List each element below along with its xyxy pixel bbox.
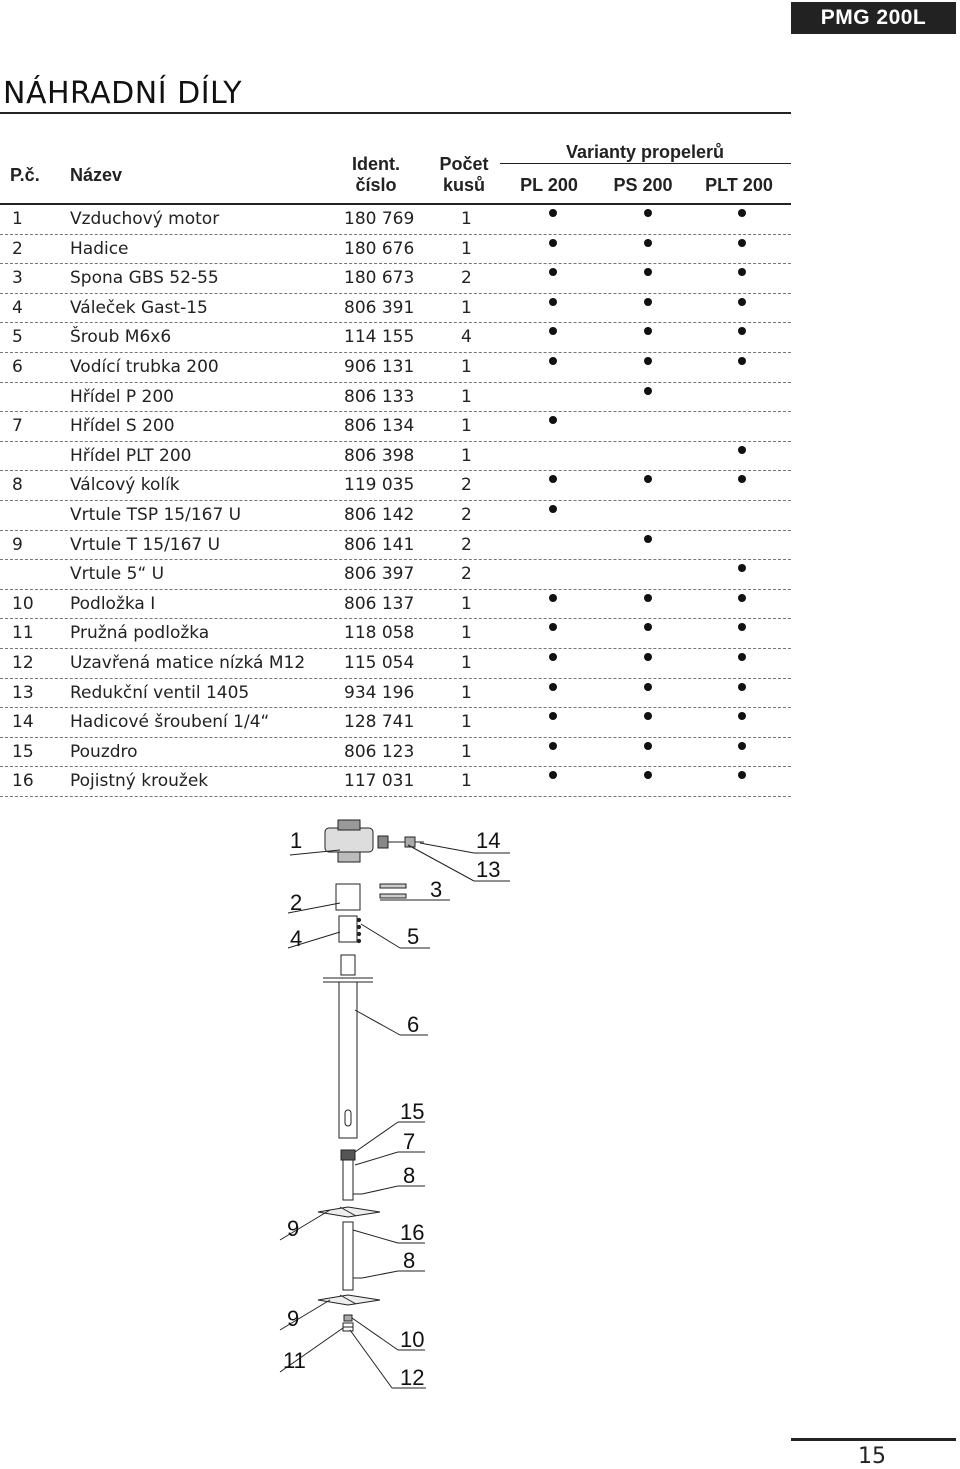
ident-number: 117 031: [344, 771, 415, 792]
ident-number: 806 391: [344, 297, 415, 318]
variant-ps-dot: [644, 771, 652, 779]
variant-ps-dot: [644, 327, 652, 335]
ident-number: 806 397: [344, 564, 415, 585]
row-number: 2: [12, 238, 23, 259]
exploded-diagram: [0, 800, 960, 1400]
table-row: [0, 766, 791, 797]
row-number: 14: [12, 712, 34, 733]
part-name: Váleček Gast-15: [70, 297, 208, 318]
variant-plt-dot: [738, 239, 746, 247]
ident-number: 128 741: [344, 712, 415, 733]
table-row: [0, 530, 791, 561]
table-row: [0, 648, 791, 679]
ident-number: 180 676: [344, 238, 415, 259]
part-name: Uzavřená matice nízká M12: [70, 653, 306, 673]
table-row: [0, 411, 791, 442]
diagram-label-15: 15: [400, 1099, 425, 1124]
ident-number: 806 398: [344, 445, 415, 466]
quantity: 2: [461, 505, 472, 525]
variant-ps-dot: [644, 594, 652, 602]
part-name: Válcový kolík: [70, 475, 180, 496]
quantity: 1: [461, 416, 472, 437]
quantity: 1: [461, 623, 472, 644]
variant-ps-dot: [644, 239, 652, 247]
quantity: 1: [461, 593, 472, 614]
row-number: 8: [12, 475, 23, 496]
quantity: 1: [461, 771, 472, 792]
header-qty-line2: kusů: [442, 175, 485, 195]
quantity: 1: [461, 712, 472, 733]
page-number: 15: [858, 1444, 886, 1469]
diagram-label-3: 3: [430, 877, 443, 902]
ident-number: 906 131: [344, 357, 415, 377]
diagram-label-8a: 8: [403, 1163, 416, 1188]
row-number: 16: [12, 771, 34, 792]
variant-plt-dot: [738, 712, 746, 720]
table-row: [0, 293, 791, 324]
row-number: 10: [12, 593, 34, 614]
header-qty-line1: Počet: [439, 154, 489, 174]
table-row: [0, 707, 791, 738]
header-pc: P.č.: [10, 165, 40, 185]
variant-plt-dot: [738, 594, 746, 602]
table-row: [0, 589, 791, 620]
table-row: [0, 382, 791, 413]
variant-ps-dot: [644, 623, 652, 631]
variant-plt-dot: [738, 298, 746, 306]
variants-rule: [500, 163, 791, 164]
quantity: 2: [461, 475, 472, 496]
diagram-label-14: 14: [476, 828, 501, 853]
quantity: 1: [461, 653, 472, 673]
part-name: Hadice: [70, 238, 129, 259]
diagram-label-9b: 9: [287, 1306, 300, 1331]
ident-number: 180 769: [344, 209, 415, 229]
variant-ps-dot: [644, 298, 652, 306]
variant-pl-dot: [549, 475, 557, 483]
variant-pl-dot: [549, 209, 557, 217]
part-name: Vrtule TSP 15/167 U: [70, 505, 242, 525]
row-number: 1: [12, 209, 23, 229]
variant-ps-dot: [644, 357, 652, 365]
variant-plt-dot: [738, 446, 746, 454]
part-name: Hřídel P 200: [70, 386, 174, 407]
variant-plt-dot: [738, 653, 746, 661]
header-name: Název: [70, 165, 123, 185]
ident-number: 180 673: [344, 268, 415, 289]
ident-number: 114 155: [344, 327, 415, 348]
row-number: 5: [12, 327, 23, 348]
quantity: 2: [461, 268, 472, 289]
ident-number: 806 123: [344, 741, 415, 762]
variant-ps-dot: [644, 387, 652, 395]
header-variants: Varianty propelerů: [565, 142, 725, 162]
variant-pl-dot: [549, 742, 557, 750]
part-name: Hadicové šroubení 1/4“: [70, 712, 270, 733]
variant-plt-dot: [738, 623, 746, 631]
part-name: Pružná podložka: [70, 623, 210, 644]
variant-plt-dot: [738, 268, 746, 276]
row-number: 13: [12, 682, 34, 703]
variant-pl-dot: [549, 594, 557, 602]
diagram-label-10: 10: [400, 1327, 425, 1352]
table-row: [0, 737, 791, 768]
variant-pl-dot: [549, 239, 557, 247]
diagram-label-5: 5: [407, 924, 420, 949]
variant-ps-dot: [644, 268, 652, 276]
quantity: 1: [461, 238, 472, 259]
footer-rule: [791, 1438, 956, 1441]
quantity: 2: [461, 564, 472, 585]
diagram-label-8b: 8: [403, 1248, 416, 1273]
header-variant-plt: PLT 200: [705, 175, 773, 195]
quantity: 1: [461, 297, 472, 318]
quantity: 2: [461, 534, 472, 555]
ident-number: 115 054: [344, 653, 415, 673]
ident-number: 806 142: [344, 505, 415, 525]
variant-plt-dot: [738, 564, 746, 572]
variant-pl-dot: [549, 298, 557, 306]
row-number: 6: [12, 357, 23, 377]
row-number: 12: [12, 653, 34, 673]
variant-pl-dot: [549, 357, 557, 365]
table-row: [0, 559, 791, 590]
ident-number: 806 133: [344, 386, 415, 407]
part-name: Vrtule 5“ U: [70, 564, 165, 585]
title-divider: [0, 112, 791, 114]
header-ident: [340, 154, 412, 196]
variant-pl-dot: [549, 653, 557, 661]
variant-ps-dot: [644, 209, 652, 217]
table-row: [0, 322, 791, 353]
row-number: 15: [12, 741, 34, 762]
part-name: Vodící trubka 200: [70, 357, 219, 377]
header-qty: [432, 154, 496, 196]
variant-pl-dot: [549, 683, 557, 691]
table-row: [0, 352, 791, 383]
part-name: Podložka I: [70, 593, 156, 614]
row-number: 3: [12, 268, 23, 289]
part-name: Vrtule T 15/167 U: [70, 534, 221, 555]
part-name: Spona GBS 52-55: [70, 268, 219, 289]
part-name: Šroub M6x6: [70, 327, 172, 348]
variant-plt-dot: [738, 771, 746, 779]
part-name: Pojistný kroužek: [70, 771, 209, 792]
table-row: [0, 618, 791, 649]
table-row: [0, 234, 791, 265]
table-row: [0, 470, 791, 501]
variant-plt-dot: [738, 209, 746, 217]
diagram-label-7: 7: [403, 1129, 416, 1154]
variant-ps-dot: [644, 535, 652, 543]
ident-number: 118 058: [344, 623, 415, 644]
diagram-label-2: 2: [290, 890, 303, 915]
diagram-label-16: 16: [400, 1220, 425, 1245]
page-title: NÁHRADNÍ DÍLY: [3, 76, 243, 111]
variant-pl-dot: [549, 623, 557, 631]
quantity: 1: [461, 209, 472, 229]
header-variant-pl: PL 200: [520, 175, 578, 195]
quantity: 4: [461, 327, 472, 348]
variant-ps-dot: [644, 475, 652, 483]
variant-plt-dot: [738, 357, 746, 365]
diagram-label-12: 12: [400, 1365, 425, 1390]
table-row: [0, 678, 791, 709]
variant-plt-dot: [738, 742, 746, 750]
variant-pl-dot: [549, 416, 557, 424]
row-number: 7: [12, 416, 23, 437]
variant-pl-dot: [549, 505, 557, 513]
diagram-label-11: 11: [283, 1348, 306, 1373]
diagram-label-13: 13: [476, 857, 501, 882]
row-number: 11: [12, 623, 34, 644]
quantity: 1: [461, 741, 472, 762]
quantity: 1: [461, 445, 472, 466]
diagram-label-9a: 9: [287, 1216, 300, 1241]
part-name: Vzduchový motor: [70, 209, 220, 229]
quantity: 1: [461, 386, 472, 407]
variant-ps-dot: [644, 653, 652, 661]
part-name: Hřídel PLT 200: [70, 445, 192, 466]
row-number: 9: [12, 534, 23, 555]
header-ident-line1: Ident.: [352, 154, 400, 174]
variant-plt-dot: [738, 327, 746, 335]
diagram-label-4: 4: [290, 926, 303, 951]
part-name: Pouzdro: [70, 741, 138, 762]
product-badge: PMG 200L: [791, 2, 956, 34]
quantity: 1: [461, 682, 472, 703]
quantity: 1: [461, 357, 472, 377]
ident-number: 806 137: [344, 593, 415, 614]
part-name: Redukční ventil 1405: [70, 682, 250, 703]
ident-number: 806 141: [344, 534, 415, 555]
variant-pl-dot: [549, 771, 557, 779]
table-row: [0, 441, 791, 472]
ident-number: 119 035: [344, 475, 415, 496]
variant-ps-dot: [644, 742, 652, 750]
ident-number: 934 196: [344, 682, 415, 703]
variant-pl-dot: [549, 712, 557, 720]
row-number: 4: [12, 297, 23, 318]
variant-pl-dot: [549, 327, 557, 335]
table-row: [0, 263, 791, 294]
table-row: [0, 204, 791, 235]
variant-plt-dot: [738, 683, 746, 691]
variant-plt-dot: [738, 475, 746, 483]
header-variant-ps: PS 200: [613, 175, 673, 195]
variant-ps-dot: [644, 683, 652, 691]
diagram-label-6: 6: [407, 1012, 420, 1037]
table-row: [0, 500, 791, 531]
variant-ps-dot: [644, 712, 652, 720]
variant-pl-dot: [549, 268, 557, 276]
ident-number: 806 134: [344, 416, 415, 437]
header-ident-line2: číslo: [355, 175, 397, 195]
diagram-label-1: 1: [290, 828, 303, 853]
part-name: Hřídel S 200: [70, 416, 175, 437]
